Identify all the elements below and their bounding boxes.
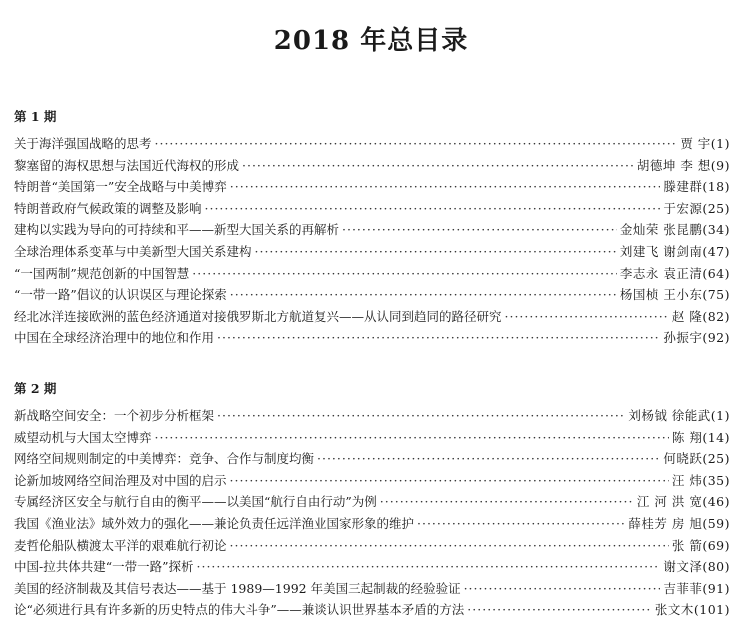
- dot-leader: [155, 427, 669, 449]
- toc-entry[interactable]: [14, 176, 730, 198]
- dot-leader: [230, 535, 669, 557]
- entry-author-page: 张文木(101): [654, 602, 730, 618]
- entry-title: 美国的经济制裁及其信号表达——基于 1989—1992 年美国三起制裁的经验验证: [14, 580, 461, 596]
- entry-title: 我国《渔业法》域外效力的强化——兼论负责任远洋渔业国家形象的维护: [14, 515, 415, 531]
- entry-title: 新战略空间安全：一个初步分析框架: [14, 408, 215, 423]
- entry-title: “一带一路”倡议的认识误区与理论探索: [14, 287, 227, 303]
- toc-entry[interactable]: [14, 155, 730, 177]
- dot-leader: [197, 556, 661, 578]
- entry-title: 专属经济区安全与航行自由的衡平——以美国“航行自由行动”为例: [14, 494, 377, 510]
- entry-author-page: 吉菲菲(91): [663, 580, 730, 596]
- entry-author-page: 陈 翔(14): [671, 429, 730, 445]
- entry-author-page: 谢文泽(80): [663, 559, 730, 575]
- dot-leader: [464, 578, 661, 600]
- entry-author-page: 赵 隆(82): [671, 308, 730, 324]
- dot-leader: [417, 513, 625, 535]
- dot-leader: [342, 219, 617, 241]
- dot-leader: [230, 176, 661, 198]
- entry-title: “一国两制”规范创新的中国智慧: [14, 265, 190, 281]
- entry-author-page: 江 河 洪 宽(46): [636, 494, 730, 510]
- issue-section-2: [14, 379, 730, 621]
- entry-author-page: 胡德坤 李 想(9): [636, 157, 730, 173]
- dot-leader: [217, 327, 660, 349]
- toc-entry[interactable]: [14, 599, 730, 621]
- dot-leader: [155, 133, 678, 155]
- entry-title: 网络空间规则制定的中美博弈：竞争、合作与制度均衡: [14, 451, 315, 467]
- entry-title: 中国在全球经济治理中的地位和作用: [14, 330, 215, 346]
- entry-title: 论“必须进行具有许多新的历史特点的伟大斗争”——兼谈认识世界基本矛盾的方法: [14, 602, 465, 618]
- dot-leader: [317, 448, 660, 470]
- entry-title: 中国-拉共体共建“一带一路”探析: [14, 559, 194, 575]
- page-title: 2018 年总目录: [273, 26, 469, 56]
- toc-entry[interactable]: [14, 219, 730, 241]
- toc-entry[interactable]: [14, 198, 730, 220]
- entry-author-page: 汪 炜(35): [671, 472, 730, 488]
- issue-heading: 第 2 期: [14, 381, 57, 396]
- entry-author-page: 薛桂芳 房 旭(59): [628, 515, 730, 531]
- dot-leader: [505, 306, 669, 328]
- entry-title: 麦哲伦船队横渡太平洋的艰难航行初论: [14, 537, 227, 553]
- toc-entry[interactable]: [14, 578, 730, 600]
- dot-leader: [205, 198, 661, 220]
- entry-author-page: 滕建群(18): [663, 179, 730, 195]
- toc-entry[interactable]: [14, 535, 730, 557]
- toc-entry[interactable]: [14, 448, 730, 470]
- entry-author-page: 刘建飞 谢剑南(47): [619, 243, 730, 259]
- entry-author-page: 刘杨钺 徐能武(1): [628, 408, 730, 423]
- entry-title: 特朗普政府气候政策的调整及影响: [14, 200, 202, 216]
- entry-title: 经北冰洋连接欧洲的蓝色经济通道对接俄罗斯北方航道复兴——从认同到趋同的路径研究: [14, 308, 502, 324]
- issue-section-1: [14, 107, 730, 349]
- dot-leader: [192, 263, 617, 285]
- toc-entry[interactable]: [14, 513, 730, 535]
- entry-title: 建构以实践为导向的可持续和平——新型大国关系的再解析: [14, 222, 340, 238]
- entry-title: 黎塞留的海权思想与法国近代海权的形成: [14, 157, 240, 173]
- entry-title: 全球治理体系变革与中美新型大国关系建构: [14, 243, 252, 259]
- entry-author-page: 于宏源(25): [663, 200, 730, 216]
- dot-leader: [242, 155, 634, 177]
- toc-entry[interactable]: [14, 427, 730, 449]
- toc-entry[interactable]: [14, 405, 730, 427]
- entry-author-page: 贾 宇(1): [680, 136, 730, 151]
- dot-leader: [230, 470, 669, 492]
- entry-title: 特朗普“美国第一”安全战略与中美博弈: [14, 179, 227, 195]
- toc-entry[interactable]: [14, 556, 730, 578]
- toc-entry[interactable]: [14, 263, 730, 285]
- dot-leader: [230, 284, 617, 306]
- toc-entry[interactable]: [14, 241, 730, 263]
- entry-author-page: 李志永 袁正清(64): [619, 265, 730, 281]
- dot-leader: [255, 241, 617, 263]
- entry-author-page: 何晓跃(25): [663, 451, 730, 467]
- entry-title: 论新加坡网络空间治理及对中国的启示: [14, 472, 227, 488]
- entry-title: 威望动机与大国太空博弈: [14, 429, 152, 445]
- toc-entry[interactable]: [14, 306, 730, 328]
- entry-author-page: 孙振宇(92): [663, 330, 730, 346]
- entry-title: 关于海洋强国战略的思考: [14, 136, 152, 151]
- dot-leader: [217, 405, 625, 427]
- dot-leader: [467, 599, 652, 621]
- toc-entry[interactable]: [14, 284, 730, 306]
- entry-author-page: 金灿荣 张昆鹏(34): [619, 222, 730, 238]
- toc-entry[interactable]: [14, 470, 730, 492]
- dot-leader: [380, 491, 634, 513]
- toc-entry[interactable]: [14, 327, 730, 349]
- issue-heading: 第 1 期: [14, 109, 57, 124]
- toc-entry[interactable]: [14, 133, 730, 155]
- toc-entry[interactable]: [14, 491, 730, 513]
- entry-author-page: 杨国桢 王小东(75): [619, 287, 730, 303]
- entry-author-page: 张 箭(69): [671, 537, 730, 553]
